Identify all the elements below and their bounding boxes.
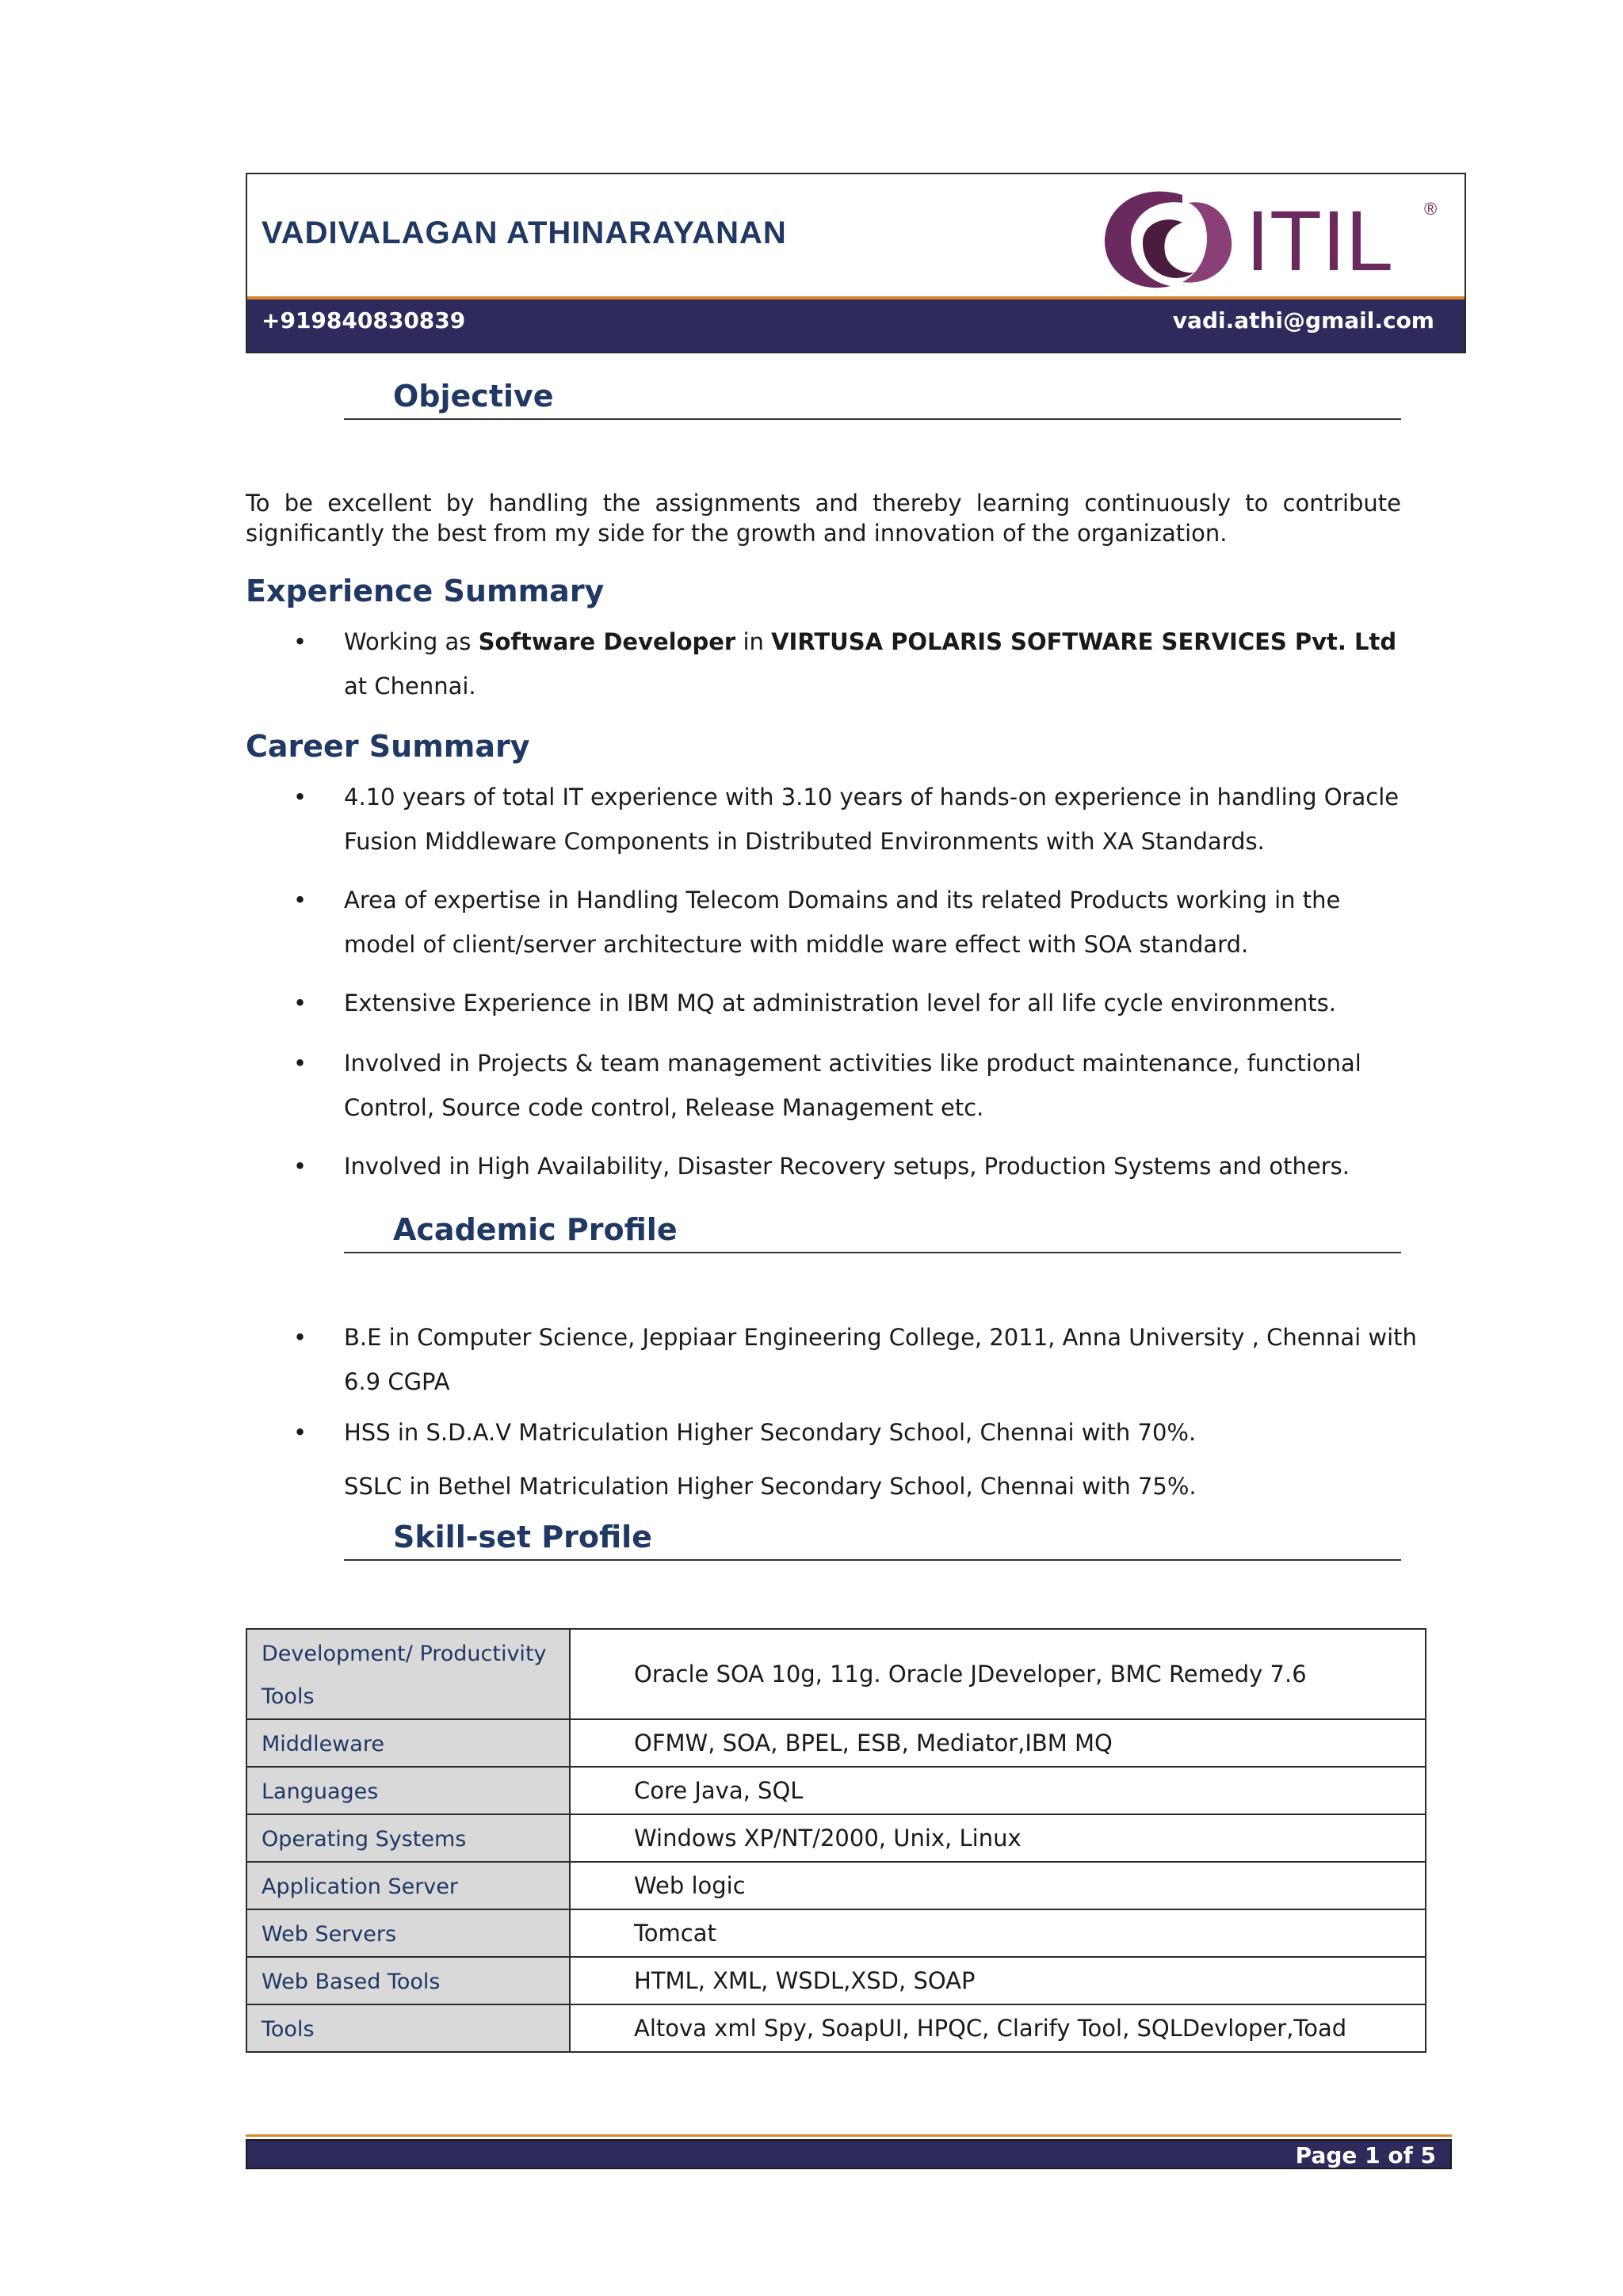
skill-category: Middleware bbox=[246, 1719, 570, 1767]
list-item: • B.E in Computer Science, Jeppiaar Engineering College, 2011, Anna University , Chennai with 6.9 CGPA bbox=[293, 1315, 1419, 1404]
skill-value: Altova xml Spy, SoapUI, HPQC, Clarify Tool, SQLDevloper,Toad bbox=[570, 2004, 1426, 2052]
skill-category: Web Based Tools bbox=[246, 1957, 570, 2004]
list-item: • Involved in Projects & team management activities like product maintenance, functional Control, Source code control, Release Management etc. bbox=[293, 1041, 1419, 1130]
skill-category: Application Server bbox=[246, 1862, 570, 1909]
resume-header bbox=[246, 173, 1466, 353]
table-row bbox=[246, 2004, 1426, 2052]
skill-category: Operating Systems bbox=[246, 1814, 570, 1862]
list-item: • Involved in High Availability, Disaster Recovery setups, Production Systems and others. bbox=[293, 1144, 1419, 1188]
contact-bar bbox=[247, 296, 1465, 352]
bullet-icon: • bbox=[293, 1324, 307, 1351]
company-name: VIRTUSA POLARIS SOFTWARE SERVICES Pvt. Ltd bbox=[771, 628, 1397, 655]
list-item: • HSS in S.D.A.V Matriculation Higher Secondary School, Chennai with 70%. bbox=[293, 1410, 1419, 1455]
phone-number: +919840830839 bbox=[262, 307, 466, 334]
bullet-icon: • bbox=[293, 990, 307, 1016]
skill-value: Web logic bbox=[570, 1862, 1426, 1909]
skills-heading bbox=[344, 1520, 1401, 1561]
skill-value: Tomcat bbox=[570, 1909, 1426, 1957]
page-footer bbox=[246, 2139, 1452, 2169]
skills-title: Skill-set Profile bbox=[393, 1520, 652, 1554]
skill-value: Windows XP/NT/2000, Unix, Linux bbox=[570, 1814, 1426, 1862]
skill-value: OFMW, SOA, BPEL, ESB, Mediator,IBM MQ bbox=[570, 1719, 1426, 1767]
bullet-icon: • bbox=[293, 1050, 307, 1077]
academic-list bbox=[293, 1315, 1419, 1508]
objective-title: Objective bbox=[393, 379, 554, 414]
skill-category: Web Servers bbox=[246, 1909, 570, 1957]
itil-logo bbox=[1095, 179, 1452, 298]
skill-category: Tools bbox=[246, 2004, 570, 2052]
table-row bbox=[246, 1814, 1426, 1862]
career-list bbox=[293, 775, 1419, 1188]
academic-heading bbox=[344, 1212, 1401, 1253]
registered-mark: ® bbox=[1424, 199, 1438, 219]
list-item: • Extensive Experience in IBM MQ at administration level for all life cycle environments. bbox=[293, 981, 1419, 1025]
skills-table bbox=[246, 1628, 1426, 2053]
list-item: • Area of expertise in Handling Telecom Domains and its related Products working in the model of client/server architecture with middle ware effect with SOA standard. bbox=[293, 878, 1419, 967]
footer-accent-line bbox=[246, 2134, 1452, 2137]
list-item: SSLC in Bethel Matriculation Higher Secondary School, Chennai with 75%. bbox=[344, 1473, 1197, 1500]
table-row bbox=[246, 1629, 1426, 1719]
bullet-icon: • bbox=[293, 1419, 307, 1446]
skill-category: Languages bbox=[246, 1767, 570, 1814]
list-item: • 4.10 years of total IT experience with 3.10 years of hands-on experience in handling Oracle Fusion Middleware Components in Distributed Environments with XA Standards. bbox=[293, 775, 1419, 864]
bullet-icon: • bbox=[293, 784, 307, 810]
skill-value: Core Java, SQL bbox=[570, 1767, 1426, 1814]
career-title: Career Summary bbox=[246, 729, 530, 764]
list-item: • Working as Software Developer in VIRTUSA POLARIS SOFTWARE SERVICES Pvt. Ltd at Chennai. bbox=[293, 620, 1419, 708]
bullet-icon: • bbox=[293, 887, 307, 913]
page-number: Page 1 of 5 bbox=[1295, 2142, 1436, 2168]
table-row bbox=[246, 1719, 1426, 1767]
skill-value: Oracle SOA 10g, 11g. Oracle JDeveloper, BMC Remedy 7.6 bbox=[570, 1629, 1426, 1719]
job-role: Software Developer bbox=[478, 628, 736, 655]
email-address: vadi.athi@gmail.com bbox=[1172, 307, 1434, 334]
table-row bbox=[246, 1957, 1426, 2004]
skill-category: Development/ Productivity Tools bbox=[246, 1629, 570, 1719]
objective-text: To be excellent by handling the assignments and thereby learning continuously to contribute significantly the best from my side for the growth and innovation of the organization. bbox=[246, 490, 1401, 547]
skill-value: HTML, XML, WSDL,XSD, SOAP bbox=[570, 1957, 1426, 2004]
bullet-icon: • bbox=[293, 628, 307, 655]
table-row bbox=[246, 1862, 1426, 1909]
itil-logo-text: ITIL bbox=[1246, 193, 1394, 288]
experience-list bbox=[293, 620, 1419, 708]
experience-title: Experience Summary bbox=[246, 574, 605, 608]
candidate-name: VADIVALAGAN ATHINARAYANAN bbox=[262, 215, 787, 250]
academic-title: Academic Profile bbox=[393, 1212, 678, 1247]
table-row bbox=[246, 1909, 1426, 1957]
objective-heading bbox=[344, 379, 1401, 420]
bullet-icon: • bbox=[293, 1153, 307, 1180]
table-row bbox=[246, 1767, 1426, 1814]
